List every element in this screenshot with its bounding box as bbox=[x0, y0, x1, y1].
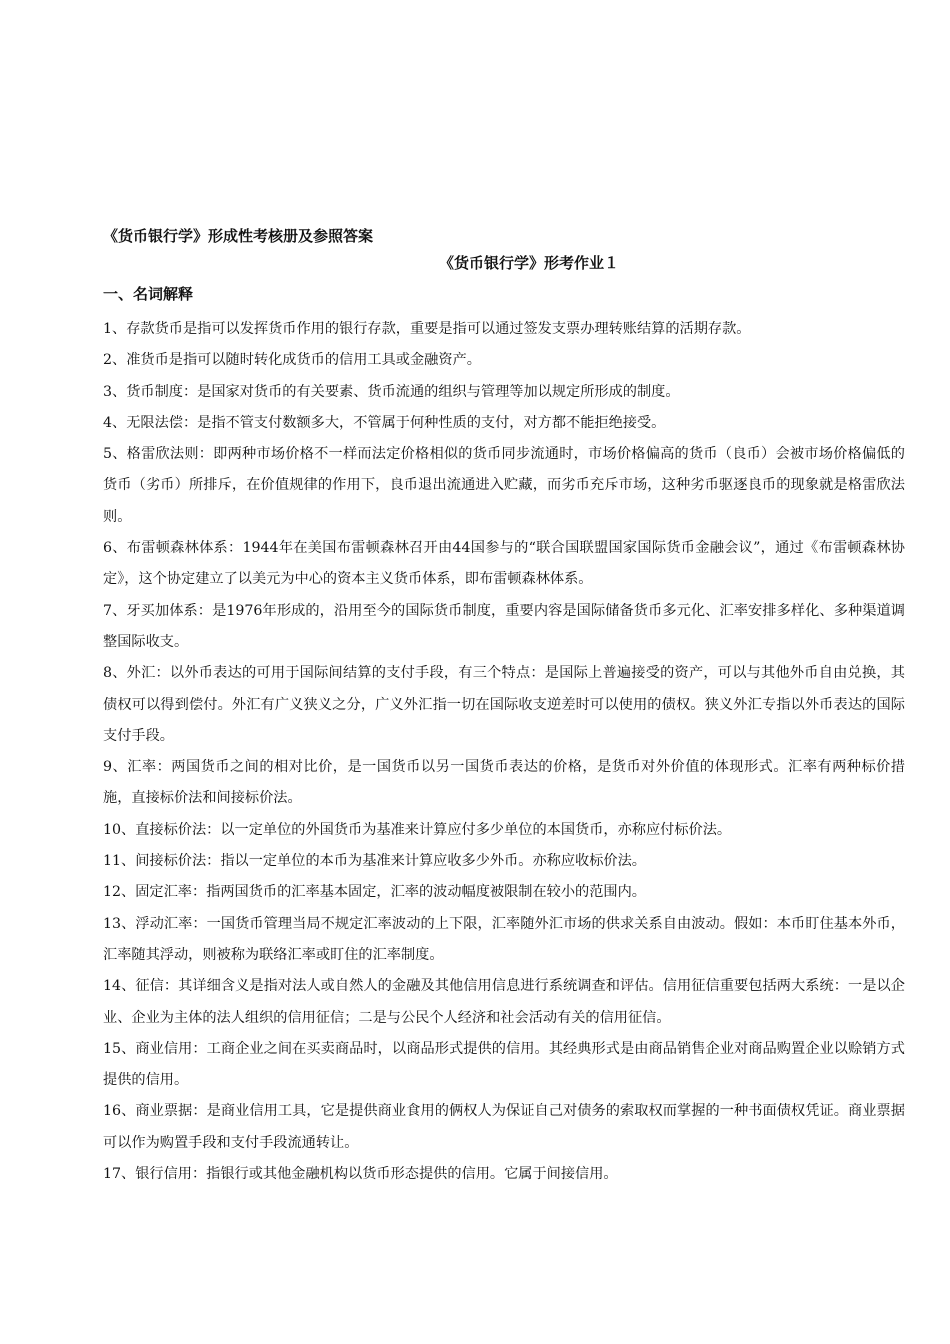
definition-paragraph: 16、商业票据：是商业信用工具，它是提供商业食用的俩权人为保证自己对债务的索取权而掌握的一种书面债权凭证。商业票据可以作为购置手段和支付手段流通转让。 bbox=[103, 1103, 905, 1151]
definition-paragraph: 4、无限法偿：是指不管支付数额多大，不管属于何种性质的支付，对方都不能拒绝接受。 bbox=[103, 414, 666, 431]
definition-paragraph: 2、准货币是指可以随时转化成货币的信用工具或金融资产。 bbox=[103, 352, 481, 369]
definition-paragraph: 6、布雷顿森林体系：1944年在美国布雷顿森林召开由44国参与的“联合国联盟国家国际货币金融会议”，通过《布雷顿森林协定》，这个协定建立了以美元为中心的资本主义货币体系，即布雷顿森林体系。 bbox=[103, 540, 905, 588]
definition-paragraph: 17、银行信用：指银行或其他金融机构以货币形态提供的信用。它属于间接信用。 bbox=[103, 1166, 618, 1183]
section-heading: 一、名词解释 bbox=[103, 285, 194, 303]
definition-paragraph: 13、浮动汇率：一国货币管理当局不规定汇率波动的上下限，汇率随外汇市场的供求关系自由波动。假如：本币盯住基本外币，汇率随其浮动，则被称为联络汇率或盯住的汇率制度。 bbox=[103, 915, 905, 963]
definition-paragraph: 15、商业信用：工商企业之间在买卖商品时，以商品形式提供的信用。其经典形式是由商品销售企业对商品购置企业以赊销方式提供的信用。 bbox=[103, 1040, 905, 1089]
definition-paragraph: 10、直接标价法：以一定单位的外国货币为基准来计算应付多少单位的本国货币，亦称应付标价法。 bbox=[103, 821, 732, 838]
definition-paragraph: 5、格雷欣法则：即两种市场价格不一样而法定价格相似的货币同步流通时，市场价格偏高的货币（良币）会被市场价格偏低的货币（劣币）所排斥，在价值规律的作用下，良币退出流通进入贮藏，而劣币充斥市场，这种劣币驱逐良币的现象就是格雷欣法则。 bbox=[103, 446, 905, 525]
definition-paragraph: 11、间接标价法：指以一定单位的本币为基准来计算应收多少外币。亦称应收标价法。 bbox=[103, 853, 646, 870]
definition-paragraph: 9、汇率：两国货币之间的相对比价，是一国货币以另一国货币表达的价格，是货币对外价值的体现形式。汇率有两种标价措施，直接标价法和间接标价法。 bbox=[103, 759, 905, 807]
definition-paragraph: 12、固定汇率：指两国货币的汇率基本固定，汇率的波动幅度被限制在较小的范围内。 bbox=[103, 884, 646, 901]
term-definition-list bbox=[103, 314, 905, 1190]
document-title: 《货币银行学》形成性考核册及参照答案 bbox=[103, 227, 374, 245]
definition-paragraph: 8、外汇：以外币表达的可用于国际间结算的支付手段，有三个特点：是国际上普遍接受的资产，可以与其他外币自由兑换，其债权可以得到偿付。外汇有广义狭义之分，广义外汇指一切在国际收支逆差时可以使用的债权。狭义外汇专指以外币表达的国际支付手段。 bbox=[103, 665, 905, 744]
definition-paragraph: 3、货币制度：是国家对货币的有关要素、货币流通的组织与管理等加以规定所形成的制度。 bbox=[103, 383, 680, 400]
assignment-title: 《货币银行学》形考作业１ bbox=[438, 254, 619, 272]
definition-paragraph: 7、牙买加体系：是1976年形成的，沿用至今的国际货币制度，重要内容是国际储备货币多元化、汇率安排多样化、多种渠道调整国际收支。 bbox=[103, 602, 905, 650]
definition-paragraph: 1、存款货币是指可以发挥货币作用的银行存款，重要是指可以通过签发支票办理转账结算的活期存款。 bbox=[103, 321, 751, 337]
definition-paragraph: 14、征信：其详细含义是指对法人或自然人的金融及其他信用信息进行系统调查和评估。信用征信重要包括两大系统：一是以企业、企业为主体的法人组织的信用征信；二是与公民个人经济和社会活动有关的信用征信。 bbox=[103, 978, 905, 1026]
